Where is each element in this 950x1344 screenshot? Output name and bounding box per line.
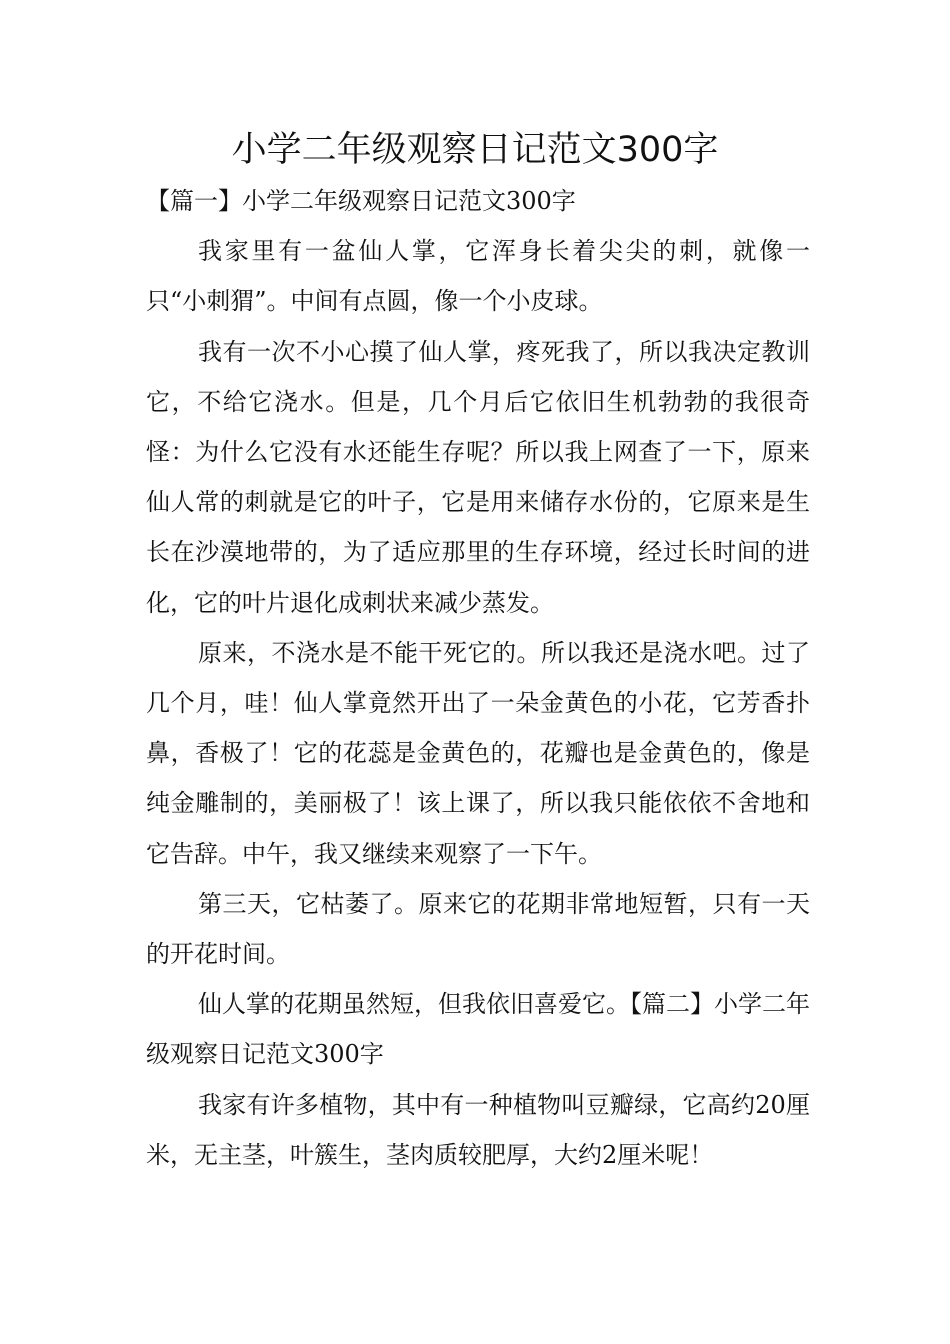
document-title: 小学二年级观察日记范文300字 bbox=[231, 130, 719, 170]
paragraph: 仙人掌的花期虽然短，但我依旧喜爱它。【篇二】小学二年级观察日记范文300字 bbox=[146, 990, 810, 1069]
paragraph: 第三天，它枯萎了。原来它的花期非常地短暂，只有一天的开花时间。 bbox=[146, 889, 810, 969]
document-body bbox=[146, 176, 810, 1180]
paragraph: 我家有许多植物，其中有一种植物叫豆瓣绿，它高约20厘米，无主茎，叶簇生，茎肉质较肥厚，大约2厘米呢！ bbox=[146, 1090, 810, 1169]
paragraph: 我有一次不小心摸了仙人掌，疼死我了，所以我决定教训它，不给它浇水。但是，几个月后它依旧生机勃勃的我很奇怪：为什么它没有水还能生存呢？所以我上网查了一下，原来仙人常的刺就是它的叶子，它是用来储存水份的，它原来是生长在沙漠地带的，为了适应那里的生存环境，经过长时间的进化，它的叶片退化成刺状来减少蒸发。 bbox=[146, 337, 810, 617]
paragraph: 原来，不浇水是不能干死它的。所以我还是浇水吧。过了几个月，哇！仙人掌竟然开出了一朵金黄色的小花，它芳香扑鼻，香极了！它的花蕊是金黄色的，花瓣也是金黄色的，像是纯金雕制的，美丽极了！该上课了，所以我只能依依不舍地和它告辞。中午，我又继续来观察了一下午。 bbox=[146, 638, 810, 868]
paragraph: 我家里有一盆仙人掌，它浑身长着尖尖的刺，就像一只“小刺猬”。中间有点圆，像一个小皮球。 bbox=[146, 237, 810, 316]
section-heading-part-one: 【篇一】小学二年级观察日记范文300字 bbox=[146, 187, 576, 215]
